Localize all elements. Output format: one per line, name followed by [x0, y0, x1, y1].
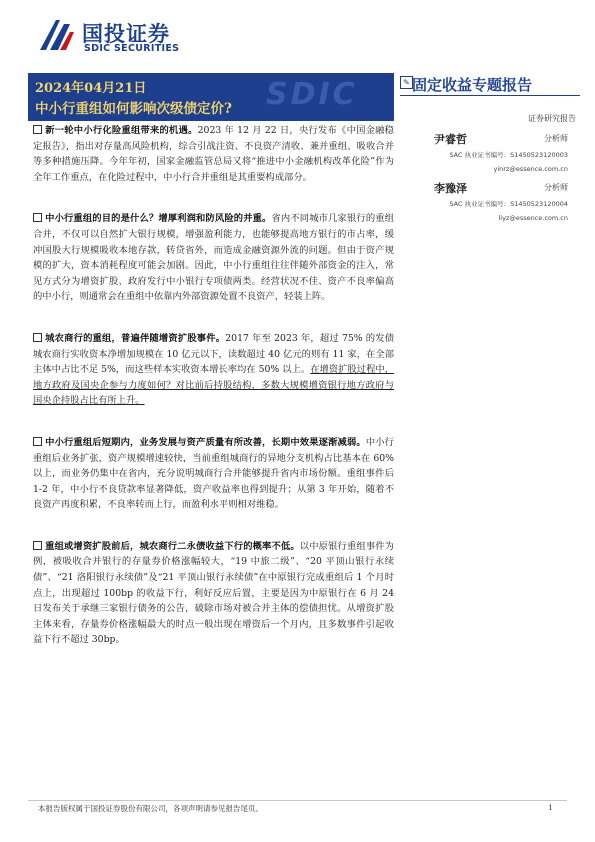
paragraph-body: 省内不同城市几家银行的重组合并，不仅可以自然扩大银行规模，增强盈利能力，也能够提高地方银行的市占率，缓冲国股大行规模吸收本地存款，转贷省外，而造成金融资源外流的问题。但由于资产规模的扩大，资本消耗程度可能会加剧。因此，中小行重组往往伴随外部资金的注入，常见方式分为增资扩股、政府发行中小银行专项债两类。经营状况不佳、资产不良率偏高的中小行，则通常会在重组中依靠内外部资源处置不良资产，轻装上阵。 [33, 213, 394, 303]
paragraph-lead: 新一轮中小行化险重组带来的机遇。 [45, 125, 198, 136]
paragraph-lead: 中小行重组后短期内，业务发展与资产质量有所改善，长期中效果逐渐减弱。 [45, 436, 366, 448]
paragraph-body: 2023 年 12 月 22 日，央行发布《中国金融稳定报告》，指出对存量高风险机构，综合引战注资、不良资产清收、兼并重组、吸收合并等多种措施压降。今年年初，国家金融监管总局又将“推进中小金融机构改革化险”作为全年工作重点，在化险过程中，中小行合并重组是其重要构成部分。 [33, 125, 394, 183]
paragraph-body: 中小行重组后业务扩张，资产规模增速较快，当前重组城商行的异地分支机构占比基本在 60% 以上，而业务仍集中在省内，充分说明城商行合并能够提升省内市场份额。重组事件后 1-2 年，中小行不良贷款率显著降低，资产收益率也得到提升；从第 3 年开始，随着不良资产再度积累，不良率转而上行，而盈利水平则相对维稳。 [33, 436, 394, 511]
bullet-box-icon [33, 333, 42, 342]
analyst-role: 分析师 [544, 183, 568, 192]
report-icon: ✎ [400, 76, 413, 89]
report-date: 2024年04月21日 [35, 81, 147, 96]
report-type: 证券研究报告 [528, 114, 576, 123]
report-title: 中小行重组如何影响次级债定价? [35, 101, 232, 117]
logo-english-name: SDIC SECURITIES [84, 43, 180, 54]
summary-paragraph [28, 435, 394, 513]
analyst-card [434, 180, 574, 230]
sdic-logo-icon [36, 16, 76, 56]
company-logo [36, 14, 206, 58]
bullet-box-icon [33, 437, 42, 446]
paragraph-lead: 重组或增资扩股前后，城农商行二永债收益下行的概率不低。 [45, 540, 300, 552]
title-banner [28, 73, 394, 121]
banner-watermark: SDIC [266, 77, 358, 112]
analyst-sac-number: SAC 执业证书编号：S1450523120003 [449, 151, 568, 159]
analyst-name: 尹睿哲 [434, 133, 467, 146]
paragraph-lead: 城农商行的重组，普遍伴随增资扩股事件。 [45, 332, 226, 344]
paragraph-underlined: 在增资扩股过程中，地方政府及国央企参与力度如何？对比前后持股结构，多数大规模增资银行地方政府与国央企持股占比有所上升。 [33, 364, 394, 407]
analyst-card [434, 131, 574, 181]
page-number: 1 [548, 803, 553, 812]
paragraph-body: 以中原银行重组事件为例，被吸收合并银行的存量券价格涨幅较大，“19 中旅二级”、“20 平顶山银行永续债”、“21 洛阳银行永续债”及“21 平顶山银行永续债”在中原银行完成重组后 1 个月时点上，出现超过 100bp 的收益下行，利好反应后置，主要是因为中原银行在 6 月 24 日发布关于承继三家银行债务的公告，破除市场对被合并主体的偿债担忧。从增资扩股主体来看，存量券价格涨幅最大的时点一般出现在增资后一个月内，且多数事件引起收益下行不超过 30bp。 [33, 540, 394, 646]
bullet-box-icon [33, 125, 42, 134]
analyst-email[interactable]: liyz@essence.com.cn [498, 214, 568, 222]
analyst-role: 分析师 [544, 134, 568, 143]
column-header [400, 73, 580, 96]
analyst-email[interactable]: yinrz@essence.com.cn [493, 165, 568, 173]
bullet-box-icon [33, 541, 42, 550]
summary-paragraph [28, 539, 394, 648]
summary-paragraph [28, 211, 394, 305]
logo-chinese-name: 国投证券 [82, 22, 170, 46]
paragraph-body: 2017 年至 2023 年，超过 75% 的发债城农商行实收资本净增加规模在 10 亿元以下，读数超过 40 亿元的则有 11 家，在全部主体中占比不足 5%，而这些样本实收资本增长率均在 50% 以上。 [33, 332, 394, 376]
summary-paragraph [28, 123, 394, 185]
footer-divider [28, 800, 567, 801]
summary-body [28, 123, 394, 656]
paragraph-lead: 中小行重组的目的是什么？增厚利润和防风险的并重。 [45, 213, 272, 225]
analyst-name: 李豫泽 [434, 182, 467, 195]
column-title: 固定收益专题报告 [412, 76, 533, 94]
footer-disclaimer: 本报告版权属于国投证券股份有限公司，各项声明请参见报告尾页。 [38, 804, 263, 813]
analyst-sac-number: SAC 执业证书编号：S1450523120004 [449, 200, 568, 208]
summary-paragraph [28, 331, 394, 409]
bullet-box-icon [33, 213, 42, 222]
